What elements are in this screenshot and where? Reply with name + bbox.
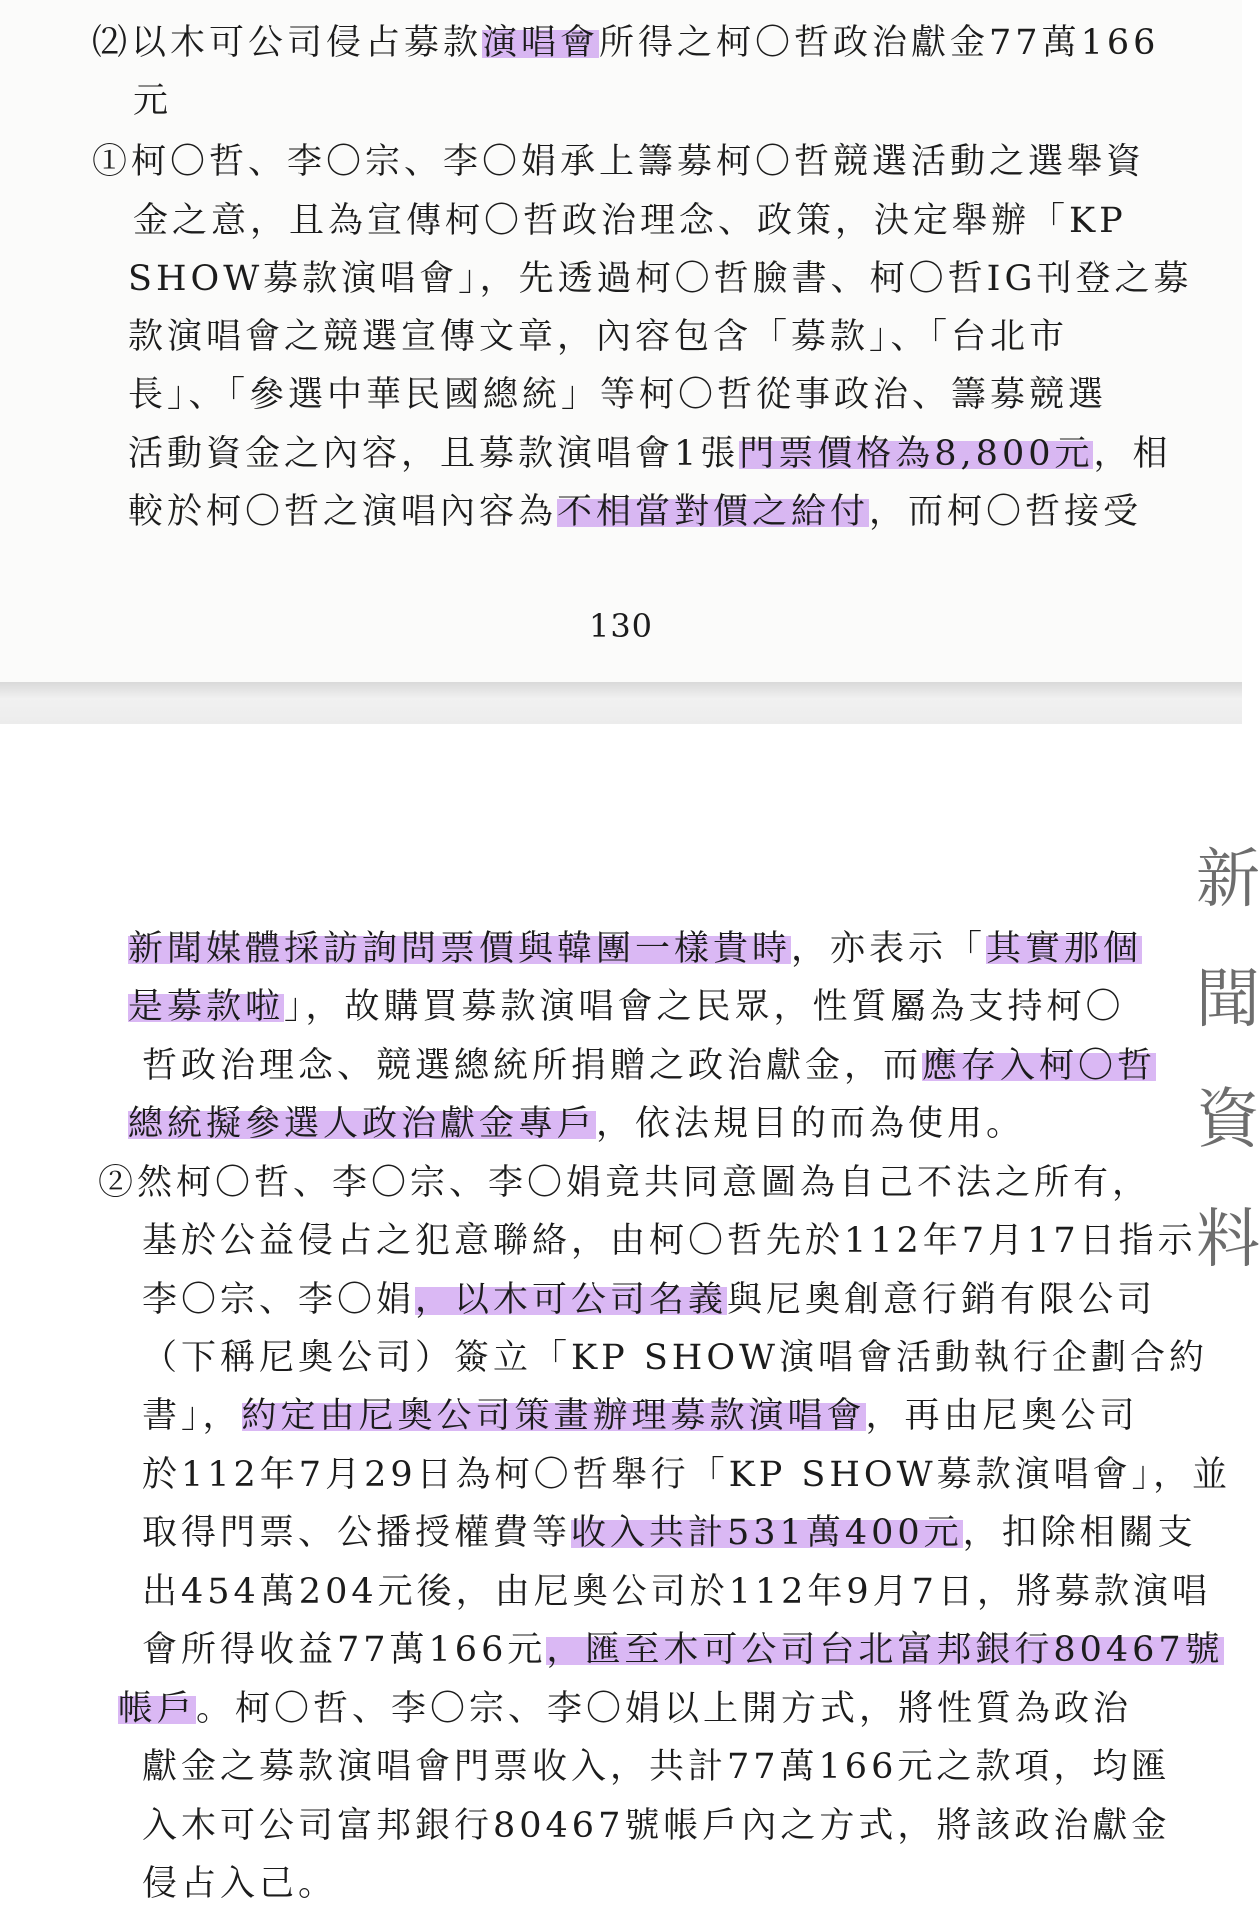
highlighted-text: 應存入柯〇哲 [922, 1046, 1157, 1086]
text-run: 長」、「參選中華民國總統」等柯〇哲從事政治、籌募競選 [128, 375, 1108, 415]
text-run: ②然柯〇哲、李〇宗、李〇娟竟共同意圖為自己不法之所有， [98, 1163, 1152, 1203]
text-run: ①柯〇哲、李〇宗、李〇娟承上籌募柯〇哲競選活動之選舉資 [92, 142, 1146, 182]
text-run: ⑵以木可公司侵占募款 [92, 23, 483, 63]
bottom-line [118, 1684, 1132, 1734]
side-stamp: 新 聞 資 料 [1196, 843, 1260, 1277]
highlighted-text: 新聞媒體採訪詢問票價與韓團一樣貴時 [128, 929, 792, 969]
top-line [128, 312, 1068, 362]
text-run: （下稱尼奧公司）簽立「KP SHOW演唱會活動執行企劃合約 [142, 1338, 1208, 1378]
highlighted-text: 約定由尼奧公司策畫辦理募款演唱會 [241, 1396, 866, 1436]
bottom-line [142, 1801, 1170, 1851]
text-run: 金之意，且為宣傳柯〇哲政治理念、政策，決定舉辦「KP [133, 201, 1127, 241]
page-number: 130 [588, 607, 654, 645]
text-run: 獻金之募款演唱會門票收入，共計77萬166元之款項，均匯 [142, 1747, 1171, 1787]
top-line [133, 76, 172, 126]
bottom-line [142, 1508, 1197, 1558]
highlighted-text: ，匯至木可公司台北富邦銀行80467號 [546, 1630, 1224, 1670]
bottom-line [142, 1391, 1139, 1441]
bottom-line [128, 1099, 1025, 1149]
text-run: 活動資金之內容，且募款演唱會1張 [128, 434, 740, 474]
bottom-line [142, 1859, 337, 1909]
text-run: 取得門票、公播授權費等 [142, 1513, 572, 1553]
highlighted-text: 是募款啦 [128, 987, 285, 1027]
top-line [128, 254, 1192, 304]
text-run: ，相 [1093, 434, 1172, 474]
text-run: ，再由尼奧公司 [865, 1396, 1139, 1436]
top-line [133, 196, 1127, 246]
bottom-line [98, 1158, 1151, 1208]
bottom-line [142, 1041, 1156, 1091]
text-run: ，扣除相關支 [962, 1513, 1197, 1553]
text-run: 於112年7月29日為柯〇哲舉行「KP SHOW募款演唱會」，並 [142, 1455, 1232, 1495]
text-run: 出454萬204元後，由尼奧公司於112年9月7日，將募款演唱 [142, 1572, 1211, 1612]
text-run: 」，故購買募款演唱會之民眾，性質屬為支持柯〇 [284, 987, 1125, 1027]
highlighted-text: 演唱會 [482, 23, 600, 63]
text-run: 書」， [142, 1396, 242, 1436]
text-run: 與尼奧創意行銷有限公司 [727, 1280, 1157, 1320]
text-run: ，而柯〇哲接受 [869, 492, 1143, 532]
highlighted-text: 不相當對價之給付 [557, 492, 870, 532]
top-line [92, 137, 1145, 187]
text-run: ，亦表示「 [791, 929, 987, 969]
bottom-line [142, 1625, 1224, 1675]
bottom-line [142, 1742, 1170, 1792]
text-run: 款演唱會之競選宣傳文章，內容包含「募款」、「台北市 [128, 317, 1069, 357]
page-divider [0, 682, 1242, 724]
text-run: 基於公益侵占之犯意聯絡，由柯〇哲先於112年7月17日指示 [142, 1221, 1197, 1261]
bottom-line [142, 1567, 1211, 1617]
highlighted-text: 帳戶 [118, 1689, 197, 1729]
text-run: 李〇宗、李〇娟 [142, 1280, 416, 1320]
bottom-line [142, 1275, 1156, 1325]
text-run: 。柯〇哲、李〇宗、李〇娟以上開方式，將性質為政治 [196, 1689, 1133, 1729]
top-line [128, 370, 1107, 420]
bottom-line [128, 924, 1142, 974]
top-line [92, 18, 1159, 68]
top-line [128, 429, 1172, 479]
text-run: 較於柯〇哲之演唱內容為 [128, 492, 558, 532]
highlighted-text: 門票價格為8,800元 [739, 434, 1094, 474]
highlighted-text: 收入共計531萬400元 [571, 1513, 963, 1553]
bottom-line [128, 982, 1125, 1032]
top-line [128, 487, 1142, 537]
bottom-line [142, 1450, 1231, 1500]
bottom-line [142, 1333, 1208, 1383]
text-run: 侵占入己。 [142, 1864, 338, 1904]
highlighted-text: 總統擬參選人政治獻金專戶 [128, 1104, 597, 1144]
text-run: ，依法規目的而為使用。 [596, 1104, 1026, 1144]
text-run: 哲政治理念、競選總統所捐贈之政治獻金，而 [142, 1046, 923, 1086]
highlighted-text: ，以木可公司名義 [415, 1280, 728, 1320]
text-run: SHOW募款演唱會」，先透過柯〇哲臉書、柯〇哲IG刊登之募 [128, 259, 1193, 299]
text-run: 入木可公司富邦銀行80467號帳戶內之方式，將該政治獻金 [142, 1806, 1171, 1846]
text-run: 所得之柯〇哲政治獻金77萬166 [599, 23, 1160, 63]
bottom-line [142, 1216, 1197, 1266]
highlighted-text: 其實那個 [986, 929, 1143, 969]
text-run: 元 [133, 81, 173, 121]
text-run: 會所得收益77萬166元 [142, 1630, 547, 1670]
